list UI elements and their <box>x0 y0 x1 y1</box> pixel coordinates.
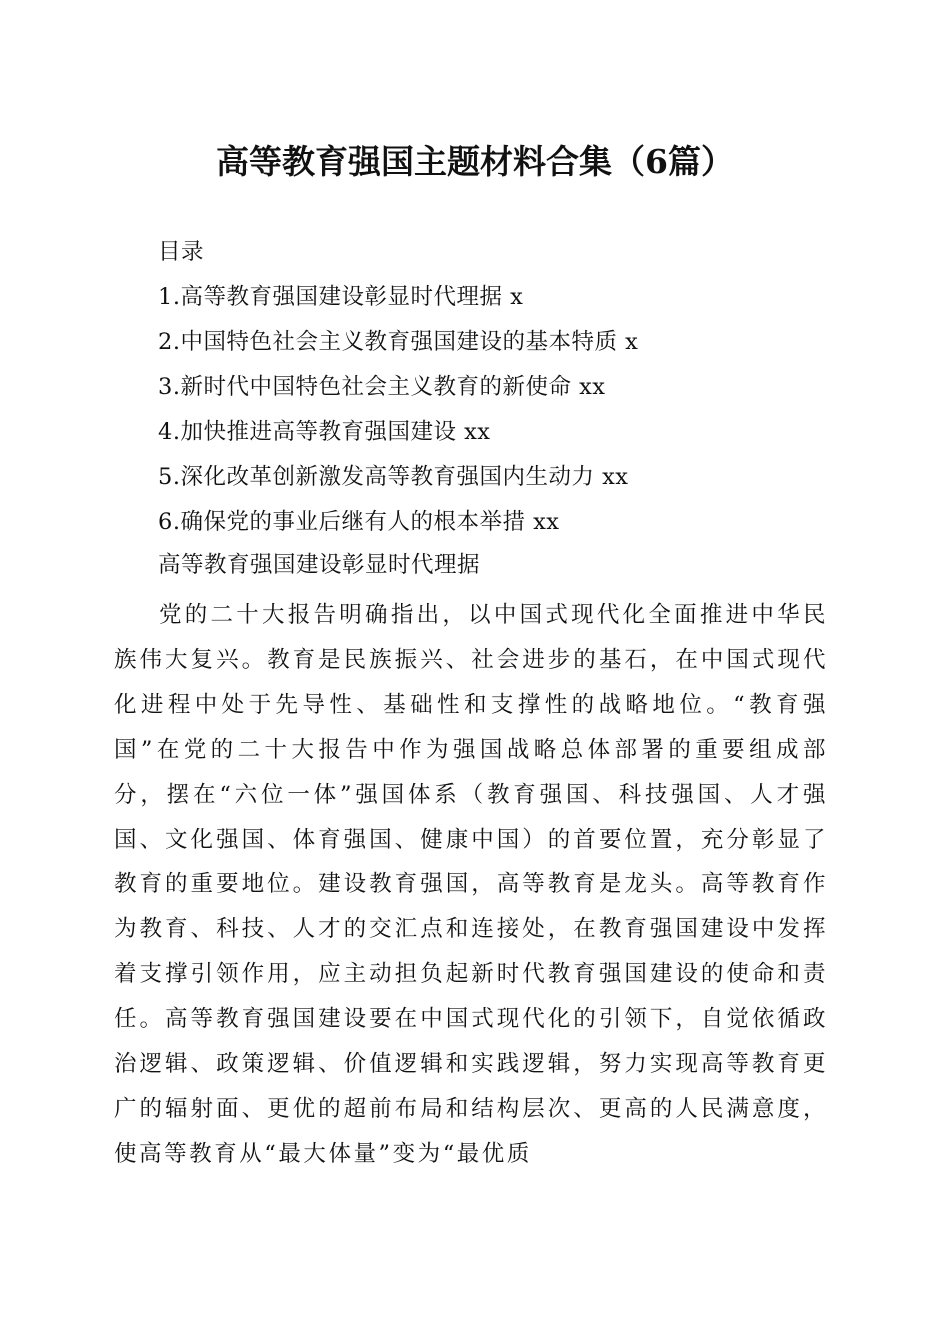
document-title: 高等教育强国主题材料合集（6篇） <box>216 142 734 181</box>
toc-item: 3.新时代中国特色社会主义教育的新使命 xx <box>158 374 606 400</box>
body-paragraph: 党的二十大报告明确指出，以中国式现代化全面推进中华民族伟大复兴。教育是民族振兴、社会进步的基石，在中国式现代化进程中处于先导性、基础性和支撑性的战略地位。“教育强国”在党的二十大报告中作为强国战略总体部署的重要组成部分，摆在“六位一体”强国体系（教育强国、科技强国、人才强国、文化强国、体育强国、健康中国）的首要位置，充分彰显了教育的重要地位。建设教育强国，高等教育是龙头。高等教育作为教育、科技、人才的交汇点和连接处，在教育强国建设中发挥着支撑引领作用，应主动担负起新时代教育强国建设的使命和责任。高等教育强国建设要在中国式现代化的引领下，自觉依循政治逻辑、政策逻辑、价值逻辑和实践逻辑，努力实现高等教育更广的辐射面、更优的超前布局和结构层次、更高的人民满意度，使高等教育从“最大体量”变为“最优质 <box>114 602 828 1167</box>
toc-item: 1.高等教育强国建设彰显时代理据 x <box>158 284 524 310</box>
toc-item: 6.确保党的事业后继有人的根本举措 xx <box>158 509 560 535</box>
toc-item: 4.加快推进高等教育强国建设 xx <box>158 419 491 445</box>
toc-item: 5.深化改革创新激发高等教育强国内生动力 xx <box>158 464 629 490</box>
section-heading: 高等教育强国建设彰显时代理据 <box>158 552 481 578</box>
toc-heading: 目录 <box>158 239 205 265</box>
toc-item: 2.中国特色社会主义教育强国建设的基本特质 x <box>158 329 639 355</box>
